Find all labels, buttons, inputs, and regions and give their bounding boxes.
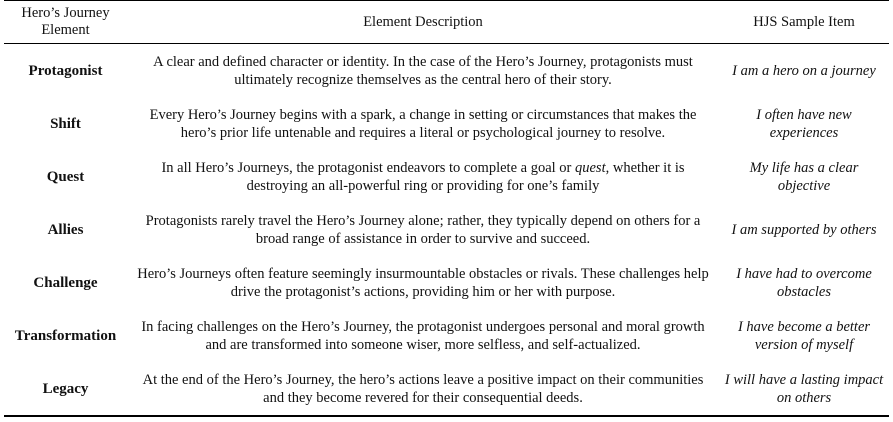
description-text-start: In all Hero’s Journeys, the protagonist endeavors to complete a goal or [161,159,575,176]
table-row-challenge [4,256,889,309]
table-row-protagonist [4,44,889,98]
sample-item-cell: I have had to overcome obstacles [736,265,872,300]
element-cell: Allies [47,221,84,238]
element-cell: Shift [50,115,81,132]
sample-item-cell: I will have a lasting impact on others [724,371,884,406]
element-cell: Legacy [42,380,89,397]
sample-item-cell: I often have new experiences [756,106,852,141]
table-row-transformation [4,309,889,362]
table-row-quest [4,150,889,203]
table-row-legacy [4,362,889,416]
element-cell: Quest [46,168,85,185]
element-cell: Challenge [33,274,98,291]
element-cell: Transformation [14,327,117,344]
table-row-shift [4,97,889,150]
table-header [4,1,889,44]
sample-item-cell: My life has a clear objective [749,159,859,194]
description-cell: At the end of the Hero’s Journey, the hero’s actions leave a positive impact on their communities and they become revered for their consequential deeds. [142,371,704,406]
sample-item-cell: I have become a better version of myself [737,318,871,353]
header-row [4,1,889,44]
description-cell: Protagonists rarely travel the Hero’s Journey alone; rather, they typically depend on others for a broad range of assistance in order to survive and succeed. [145,212,701,247]
description-text-end: , whether it is destroying an all-powerful ring or providing for one’s family [246,159,685,194]
header-sample-item: HJS Sample Item [719,1,889,44]
table-row-allies [4,203,889,256]
description-cell: Hero’s Journeys often feature seemingly insurmountable obstacles or rivals. These challenges help drive the protagonist’s actions, providing him or her with purpose. [137,265,709,300]
header-description: Element Description [127,1,719,44]
description-cell: Every Hero’s Journey begins with a spark, a change in setting or circumstances that makes the hero’s prior life untenable and requires a literal or psychological journey to resolve. [149,106,697,141]
description-emphasis: quest [575,159,606,176]
hero-journey-table [4,0,889,417]
sample-item-cell: I am supported by others [731,221,877,238]
table-body [4,44,889,417]
element-cell: Protagonist [28,62,103,79]
header-element: Hero’s Journey Element [4,1,127,44]
description-cell: In facing challenges on the Hero’s Journey, the protagonist undergoes personal and moral growth and are transformed into someone wiser, more selfless, and self-actualized. [141,318,705,353]
description-cell: A clear and defined character or identity. In the case of the Hero’s Journey, protagonists must ultimately recognize themselves as the central hero of their story. [153,53,693,88]
description-cell [127,150,719,203]
sample-item-cell: I am a hero on a journey [732,62,876,79]
